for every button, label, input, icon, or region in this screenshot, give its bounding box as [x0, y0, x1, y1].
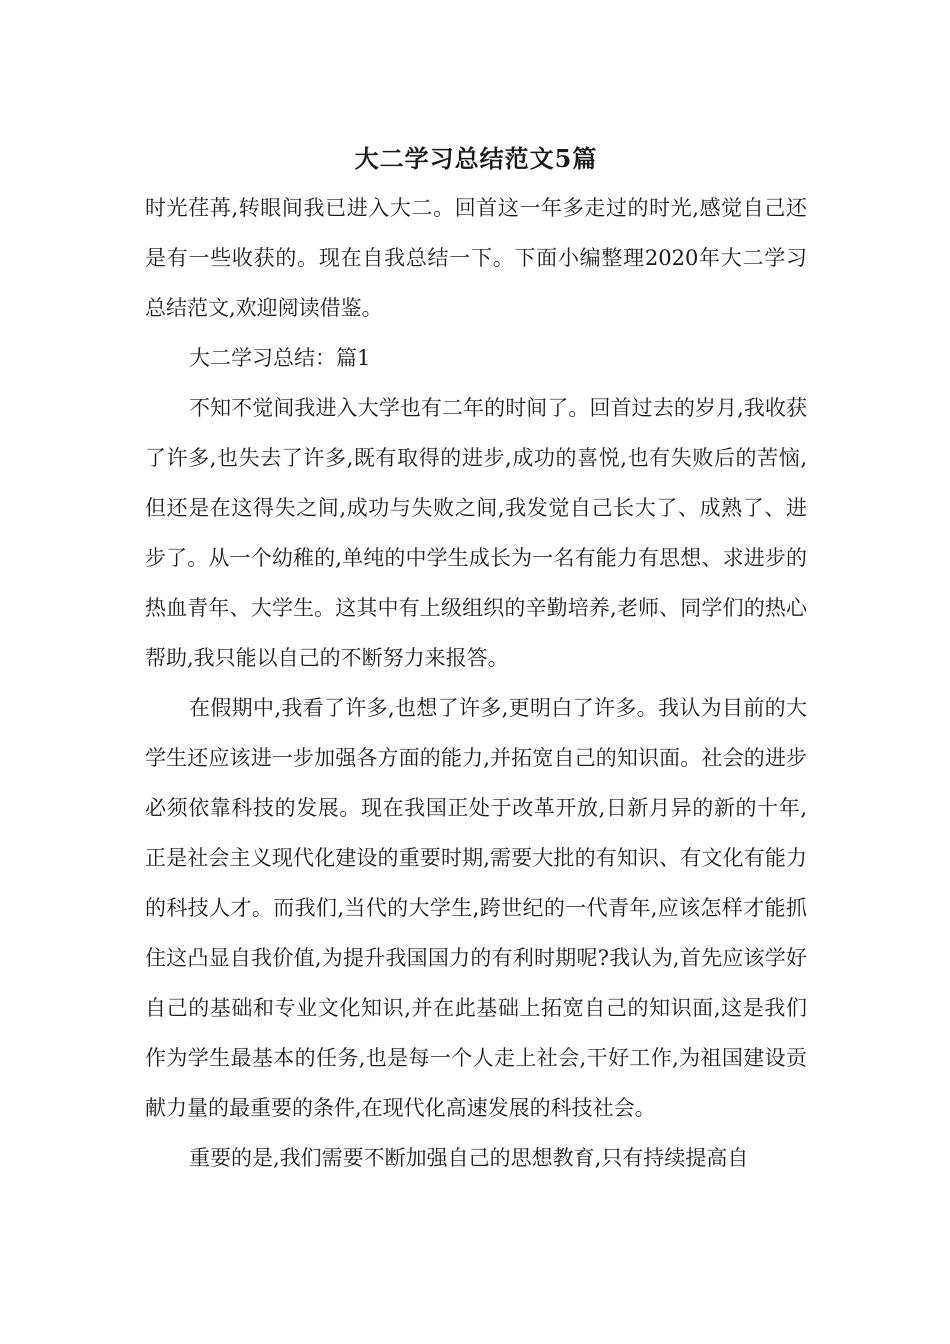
document-title: 大二学习总结范文5篇 [354, 144, 598, 173]
section-heading: 大二学习总结：篇1 [189, 346, 371, 370]
body-paragraph: 在假期中,我看了许多,也想了许多,更明白了许多。我认为目前的大学生还应该进一步加强各方面的能力,并拓宽自己的知识面。社会的进步必须依靠科技的发展。现在我国正处于改革开放,日新月异的新的十年,正是社会主义现代化建设的重要时期,需要大批的有知识、有文化有能力的科技人才。而我们,当代的大学生,跨世纪的一代青年,应该怎样才能抓住这凸显自我价值,为提升我国国力的有利时期呢?我认为,首先应该学好自己的基础和专业文化知识,并在此基础上拓宽自己的知识面,这是我们作为学生最基本的任务,也是每一个人走上社会,干好工作,为祖国建设贡献力量的最重要的条件,在现代化高速发展的科技社会。 [145, 696, 807, 1120]
intro-paragraph: 时光荏苒,转眼间我已进入大二。回首这一年多走过的时光,感觉自己还是有一些收获的。现在自我总结一下。下面小编整理2020年大二学习总结范文,欢迎阅读借鉴。 [145, 196, 807, 320]
document-page [145, 133, 807, 1183]
body-paragraph: 重要的是,我们需要不断加强自己的思想教育,只有持续提高自 [189, 1146, 749, 1170]
body-paragraph: 不知不觉间我进入大学也有二年的时间了。回首过去的岁月,我收获了许多,也失去了许多,既有取得的进步,成功的喜悦,也有失败后的苦恼,但还是在这得失之间,成功与失败之间,我发觉自己长大了、成熟了、进步了。从一个幼稚的,单纯的中学生成长为一名有能力有思想、求进步的热血青年、大学生。这其中有上级组织的辛勤培养,老师、同学们的热心帮助,我只能以自己的不断努力来报答。 [145, 396, 807, 670]
